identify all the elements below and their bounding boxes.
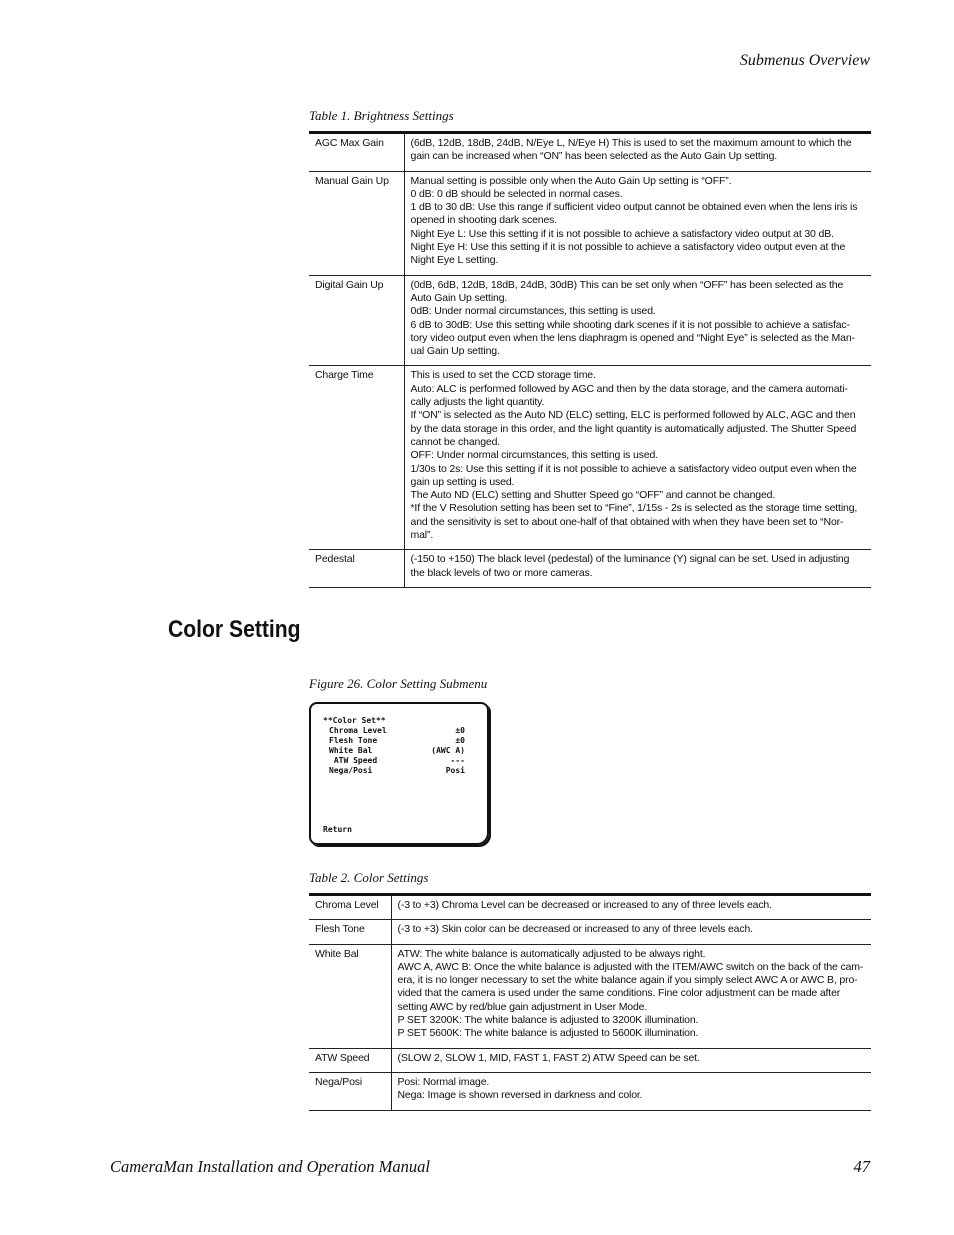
row-description: Posi: Normal image. Nega: Image is shown reversed in darkness and color. <box>397 1075 643 1102</box>
menu-item-value: ±0 <box>455 726 465 735</box>
table-row <box>309 944 871 1048</box>
table-row <box>309 550 871 588</box>
row-label: Manual Gain Up <box>309 171 404 275</box>
row-label: Nega/Posi <box>309 1072 391 1110</box>
row-description: (0dB, 6dB, 12dB, 18dB, 24dB, 30dB) This can be set only when “OFF” has been selected as the Auto Gain Up setting. 0dB: Under normal circumstances, this setting is used. 6 dB to 30dB: Use this setting while shooting dark scenes if it is not possible to achieve a satisfac-tory video output even when the lens diaphragm is opened and “Night Eye” is selected as the Man-ual Gain Up setting. <box>410 278 855 358</box>
table-row <box>309 1048 871 1072</box>
row-description: Manual setting is possible only when the Auto Gain Up setting is “OFF”. 0 dB: 0 dB should be selected in normal cases. 1 dB to 30 dB: Use this range if sufficient video output cannot be obtained even when the lens iris is opened in shooting dark scenes. Night Eye L: Use this setting if it is not possible to achieve a satisfactory video output at 30 dB. Night Eye H: Use this setting if it is not possible to achieve a satisfactory video output even at the Night Eye L setting. <box>410 174 858 267</box>
row-description: ATW: The white balance is automatically adjusted to be always right. AWC A, AWC B: Once the white balance is adjusted with the ITEM/AWC switch on the back of the cam-era, it is no longer necessary to set the white balance again if you simply select AWC A or AWC B, pro-vided that the camera is used under the same conditions. Fine color adjustment can be made after setting AWC by red/blue gain adjustment in User Mode. P SET 3200K: The white balance is adjusted to 3200K illumination. P SET 5600K: The white balance is adjusted to 5600K illumination. <box>397 947 864 1040</box>
menu-return: Return <box>323 825 352 834</box>
row-label: Chroma Level <box>309 895 391 920</box>
menu-item-white-bal <box>329 746 465 756</box>
table-row <box>309 366 871 550</box>
menu-item-label: ATW Speed <box>329 756 378 765</box>
row-description: (-3 to +3) Chroma Level can be decreased or increased to any of three levels each. <box>397 899 772 911</box>
menu-item-value: --- <box>450 756 465 765</box>
menu-item-flesh-tone <box>329 736 465 746</box>
menu-item-label: Flesh Tone <box>329 736 378 745</box>
table-row <box>309 275 871 366</box>
page-number: 47 <box>853 1157 870 1176</box>
row-label: Flesh Tone <box>309 920 391 944</box>
row-description: (-3 to +3) Skin color can be decreased or increased to any of three levels each. <box>397 923 753 936</box>
table1-caption: Table 1. Brightness Settings <box>309 108 454 123</box>
menu-item-value: Posi <box>445 766 465 775</box>
row-label: Charge Time <box>309 366 404 550</box>
menu-item-atw-speed <box>329 756 465 766</box>
menu-item-value: (AWC A) <box>431 746 465 755</box>
color-settings-table <box>309 893 871 1111</box>
table-row <box>309 895 871 920</box>
row-label: ATW Speed <box>309 1048 391 1072</box>
brightness-settings-table <box>309 131 871 588</box>
menu-item-label: Nega/Posi <box>329 766 373 775</box>
menu-item-label: Chroma Level <box>329 726 387 735</box>
table-row <box>309 920 871 944</box>
table-row <box>309 1072 871 1110</box>
row-description: (6dB, 12dB, 18dB, 24dB, N/Eye L, N/Eye H) This is used to set the maximum amount to which the gain can be increased when “ON” has been selected as the Auto Gain Up setting. <box>410 137 852 163</box>
running-header: Submenus Overview <box>739 52 870 69</box>
row-description: (SLOW 2, SLOW 1, MID, FAST 1, FAST 2) ATW Speed can be set. <box>397 1051 700 1064</box>
row-label: AGC Max Gain <box>309 133 404 172</box>
menu-title: **Color Set** <box>323 716 386 725</box>
table-row <box>309 171 871 275</box>
menu-item-label: White Bal <box>329 746 373 755</box>
table2-caption: Table 2. Color Settings <box>309 870 429 885</box>
menu-item-nega-posi <box>329 766 465 776</box>
row-description: (-150 to +150) The black level (pedestal) of the luminance (Y) signal can be set. Used in adjusting the black levels of two or more cameras. <box>410 553 850 579</box>
row-label: Digital Gain Up <box>309 275 404 366</box>
footer-manual-title: CameraMan Installation and Operation Manual <box>110 1157 430 1176</box>
section-heading: Color Setting <box>168 616 301 643</box>
row-label: White Bal <box>309 944 391 1048</box>
color-setting-submenu-screen <box>309 702 489 845</box>
row-label: Pedestal <box>309 550 404 588</box>
figure26-caption: Figure 26. Color Setting Submenu <box>309 676 488 691</box>
row-description: This is used to set the CCD storage time. Auto: ALC is performed followed by AGC and then by the data storage, and the camera automati-cally adjusts the light quantity. If “ON” is selected as the Auto ND (ELC) setting, ELC is performed followed by ALC, AGC and then by the data storage in this order, and the light quantity is automatically adjusted. The Shutter Speed cannot be changed. OFF: Under normal circumstances, this setting is used. 1/30s to 2s: Use this setting if it is not possible to achieve a satisfactory video output even when the gain up setting is used. The Auto ND (ELC) setting and Shutter Speed go “OFF” and cannot be changed. *If the V Resolution setting has been set to “Fine”, 1/15s - 2s is selected as the storage time setting, and the sensitivity is set to about one-half of that obtained with when they have been set to “Nor-mal”. <box>410 369 858 542</box>
menu-item-value: ±0 <box>455 736 465 745</box>
menu-item-chroma-level <box>329 726 465 736</box>
table-row <box>309 133 871 172</box>
